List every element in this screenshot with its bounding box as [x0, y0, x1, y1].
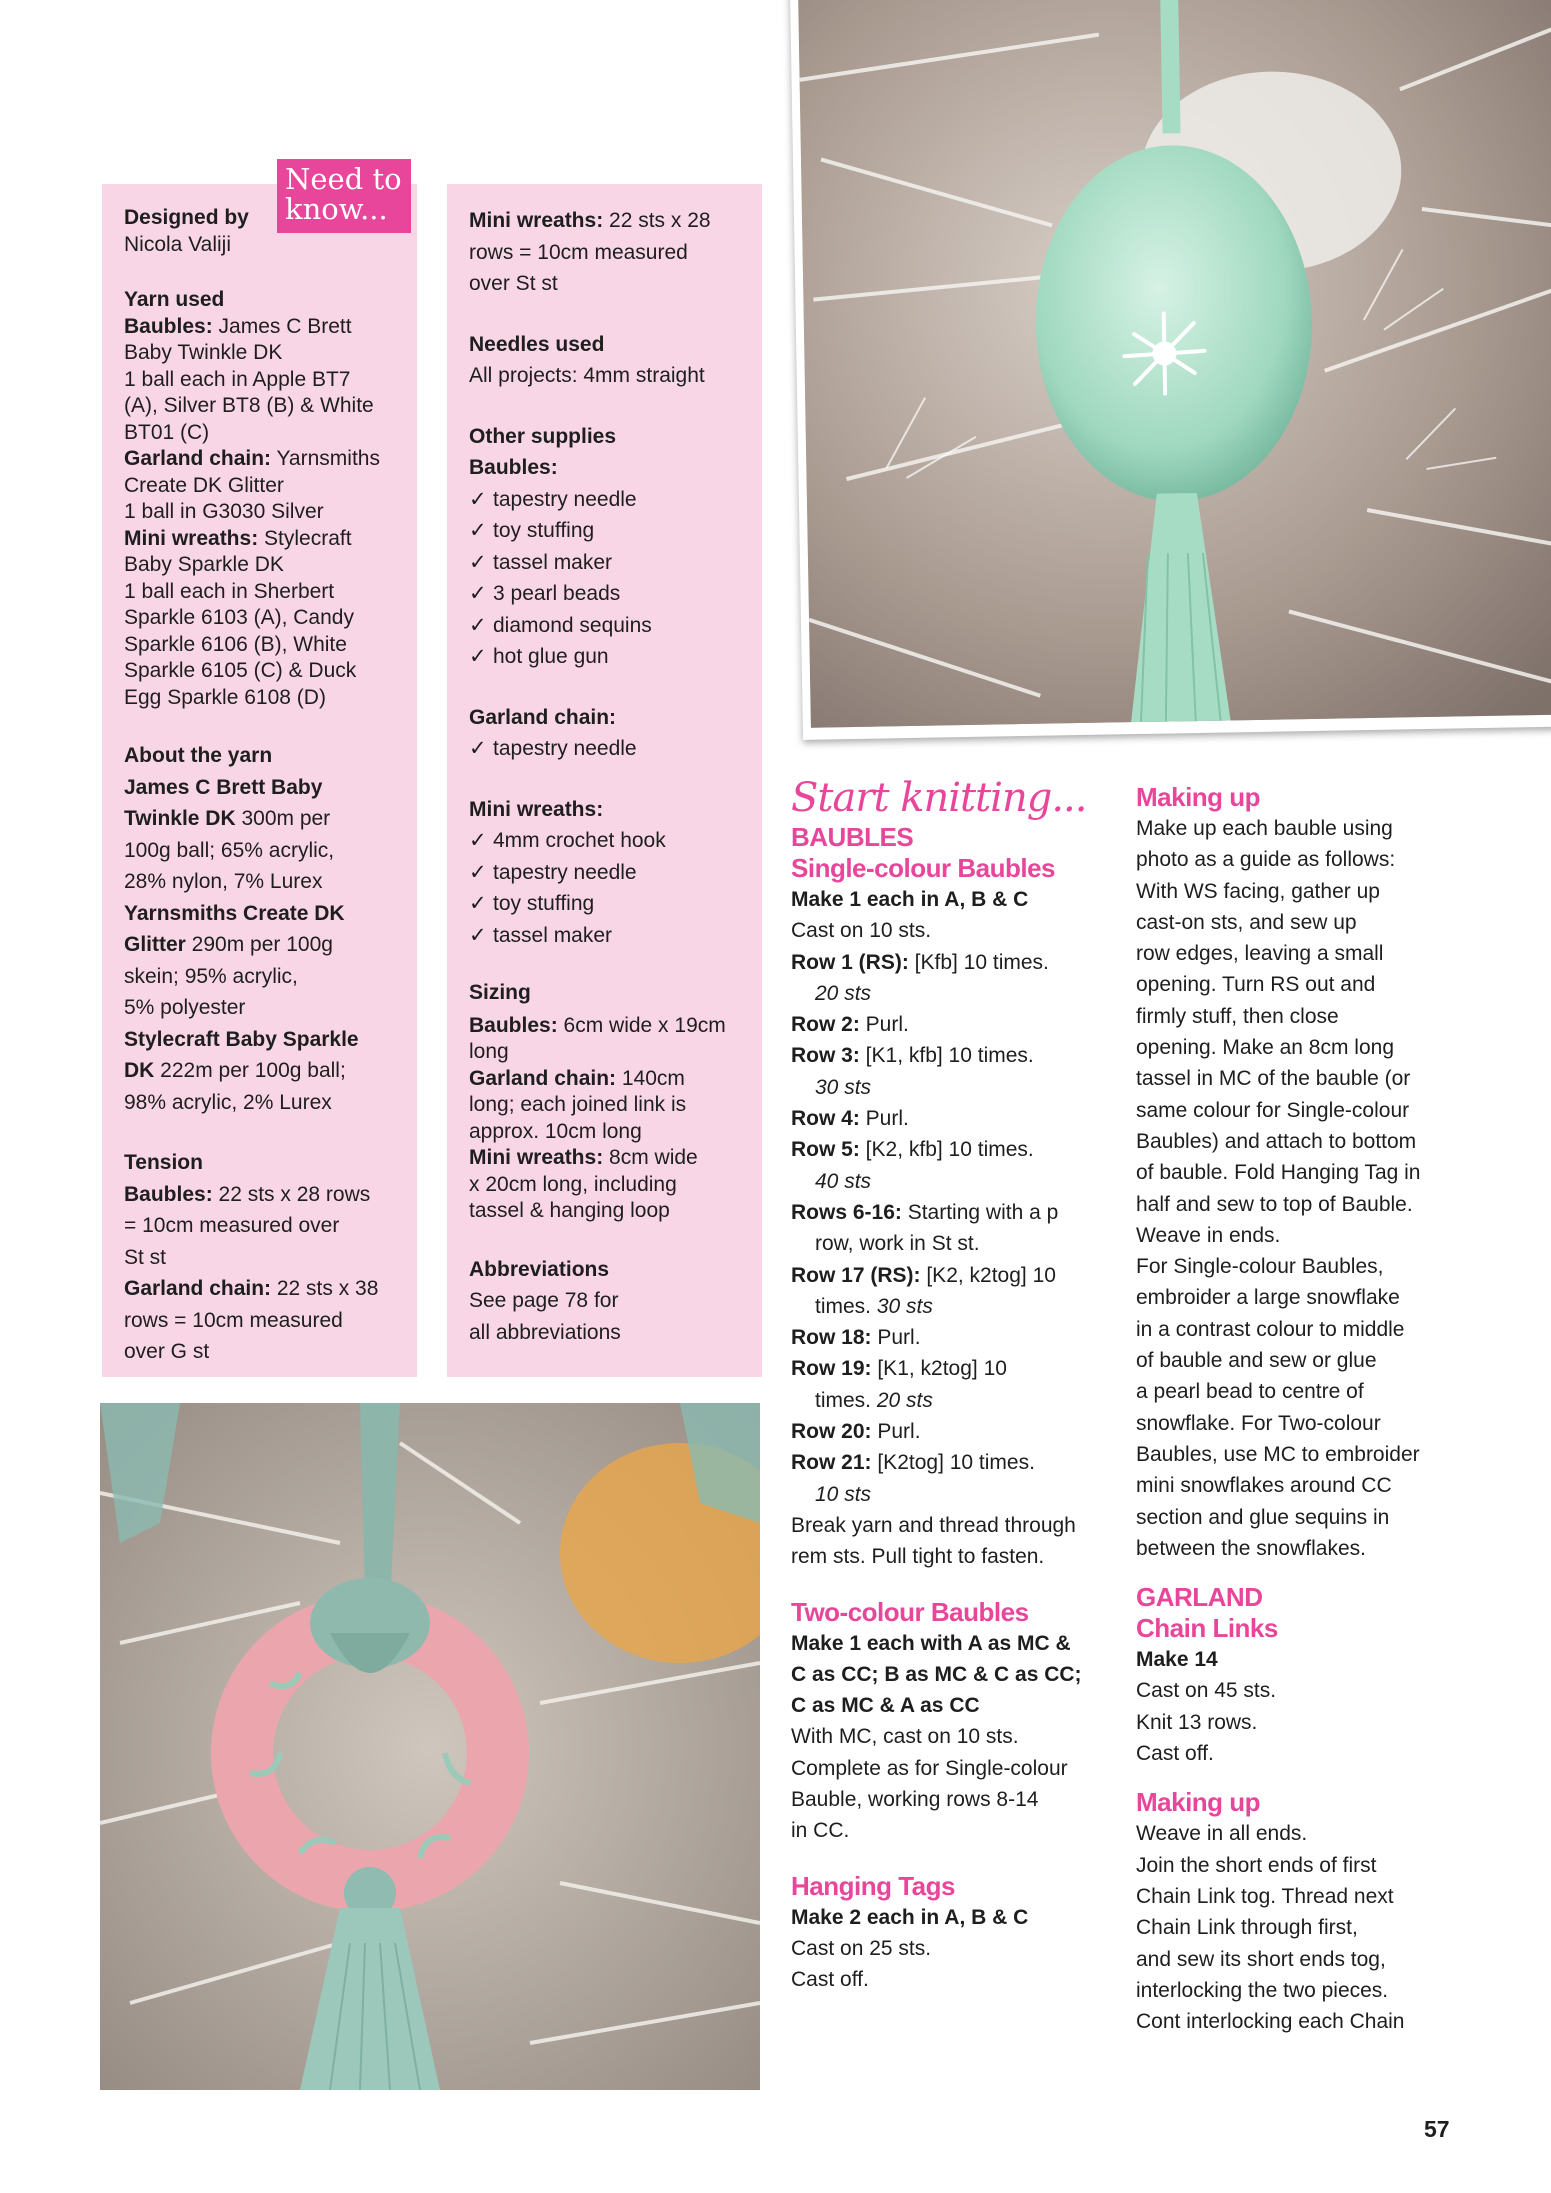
make-instruction: C as MC & A as CC	[791, 1694, 980, 1718]
supply-item: ✓ 3 pearl beads	[469, 578, 742, 610]
bauble-photo-art	[798, 0, 1551, 728]
supplies-section	[469, 421, 742, 673]
make-instruction: Make 1 each in A, B & C	[791, 888, 1029, 911]
make-instruction: Make 2 each in A, B & C	[791, 1905, 1029, 1929]
pattern-line: Complete as for Single-colour	[791, 1756, 1068, 1780]
text-line: a pearl bead to centre of	[1136, 1380, 1364, 1404]
tension-wreaths-label: Mini wreaths:	[469, 209, 604, 232]
check-icon: ✓	[469, 645, 487, 668]
text-line: same colour for Single-colour	[1136, 1098, 1410, 1122]
supplies-garland-label: Garland chain:	[469, 705, 617, 729]
supply-item: ✓ tassel maker	[469, 547, 742, 579]
two-colour-heading: Two-colour Baubles	[791, 1596, 1029, 1627]
abbreviations-heading: Abbreviations	[469, 1257, 610, 1281]
stitch-count: 30 sts	[871, 1294, 933, 1318]
row-label: Row 21:	[791, 1451, 872, 1475]
row-text: [K2tog] 10 times.	[871, 1451, 1035, 1475]
stitch-count: 10 sts	[815, 1482, 872, 1506]
supplies-heading: Other supplies	[469, 424, 617, 448]
baubles-yarn: James C Brett	[212, 314, 352, 338]
yarn-name: Glitter	[124, 933, 186, 956]
making-up-heading: Making up	[1136, 782, 1261, 812]
row-text: Purl.	[871, 1420, 921, 1444]
pattern-line: Knit 13 rows.	[1136, 1710, 1258, 1734]
text-line: Chain Link through first,	[1136, 1916, 1358, 1940]
abbreviations-line: all abbreviations	[469, 1320, 621, 1344]
check-icon: ✓	[469, 582, 487, 605]
designed-by-label: Designed by	[124, 206, 249, 229]
yarn-detail: 100g ball; 65% acrylic,	[124, 838, 335, 862]
baubles-yarn-line: Baby Twinkle DK	[124, 341, 283, 364]
needles-heading: Needles used	[469, 332, 605, 356]
text-line: snowflake. For Two-colour	[1136, 1411, 1381, 1435]
tension-baubles: 22 sts x 28 rows	[212, 1182, 371, 1206]
sizing-baubles: 6cm wide x 19cm	[557, 1013, 726, 1037]
row-text: times.	[815, 1294, 872, 1318]
chain-links-heading: Chain Links	[1136, 1613, 1278, 1644]
sizing-line: x 20cm long, including	[469, 1172, 677, 1196]
tension-line: over St st	[469, 272, 558, 295]
wreaths-yarn-line: Egg Sparkle 6108 (D)	[124, 685, 326, 709]
wreaths-yarn-line: Sparkle 6106 (B), White	[124, 632, 347, 656]
pattern-line: Cast off.	[1136, 1742, 1214, 1766]
text-line: between the snowflakes.	[1136, 1536, 1366, 1560]
text-line: row edges, leaving a small	[1136, 942, 1384, 966]
check-icon: ✓	[469, 737, 487, 760]
text-line: half and sew to top of Bauble.	[1136, 1192, 1413, 1216]
row-text: [K1, k2tog] 10	[871, 1357, 1007, 1381]
text-line: and sew its short ends tog,	[1136, 1947, 1386, 1971]
sizing-heading: Sizing	[469, 981, 531, 1004]
pattern-column-2	[1136, 782, 1466, 2037]
supplies-wreaths-label: Mini wreaths:	[469, 797, 604, 821]
text-line: Chain Link tog. Thread next	[1136, 1884, 1394, 1908]
hanging-tags-heading: Hanging Tags	[791, 1870, 955, 1901]
row-label: Row 20:	[791, 1420, 872, 1444]
baubles-yarn-line: 1 ball each in Apple BT7	[124, 367, 351, 391]
supplies-garland-section	[469, 702, 742, 765]
yarn-used-heading: Yarn used	[124, 288, 225, 311]
badge-line: know...	[285, 192, 388, 226]
stitch-count: 40 sts	[815, 1169, 872, 1193]
row-label: Row 4:	[791, 1107, 860, 1131]
pattern-line: Cast on 45 sts.	[1136, 1679, 1277, 1703]
garland-label: Garland chain:	[124, 447, 272, 470]
supply-item: ✓ tapestry needle	[469, 857, 742, 889]
text-line: firmly stuff, then close	[1136, 1004, 1339, 1028]
check-icon: ✓	[469, 550, 487, 574]
check-icon: ✓	[469, 829, 487, 852]
designer-name: Nicola Valiji	[124, 232, 231, 256]
text-line: cast-on sts, and sew up	[1136, 910, 1357, 934]
garland-yarn-line: 1 ball in G3030 Silver	[124, 500, 324, 523]
row-label: Row 17 (RS):	[791, 1263, 921, 1287]
baubles-label: Baubles:	[124, 314, 213, 338]
row-text: Starting with a p	[901, 1200, 1059, 1224]
yarn-name: Yarnsmiths Create DK	[124, 901, 345, 925]
yarn-name: James C Brett Baby	[124, 775, 323, 799]
row-text: row, work in St st.	[815, 1232, 980, 1256]
start-knitting-heading: Start knitting...	[791, 775, 1087, 821]
row-text: Purl.	[871, 1326, 921, 1350]
text-line: Weave in ends.	[1136, 1223, 1281, 1247]
wreaths-yarn-line: 1 ball each in Sherbert	[124, 579, 335, 603]
yarn-detail: 28% nylon, 7% Lurex	[124, 870, 323, 893]
sizing-line: tassel & hanging loop	[469, 1199, 670, 1222]
check-icon: ✓	[469, 923, 487, 947]
yarn-detail: 300m per	[235, 807, 331, 830]
garland-yarn: Yarnsmiths	[271, 447, 380, 470]
stitch-count: 20 sts	[871, 1388, 933, 1412]
row-label: Row 2:	[791, 1013, 860, 1037]
row-label: Row 18:	[791, 1326, 872, 1350]
sizing-garland-label: Garland chain:	[469, 1066, 617, 1090]
text-line: opening. Make an 8cm long	[1136, 1036, 1394, 1060]
row-text: Purl.	[859, 1013, 909, 1037]
tension-heading: Tension	[124, 1151, 203, 1174]
row-text: Purl.	[859, 1107, 909, 1131]
check-icon: ✓	[469, 487, 487, 511]
stitch-count: 20 sts	[815, 981, 872, 1005]
yarn-name: DK	[124, 1059, 155, 1082]
row-text: times.	[815, 1388, 872, 1412]
pattern-line: Bauble, working rows 8-14	[791, 1788, 1039, 1812]
text-line: section and glue sequins in	[1136, 1505, 1390, 1529]
make-instruction: Make 14	[1136, 1648, 1218, 1672]
tension-wreaths-section	[469, 205, 742, 300]
text-line: in a contrast colour to middle	[1136, 1317, 1405, 1341]
supplies-wreaths-section	[469, 794, 742, 952]
yarn-detail: 222m per 100g ball;	[154, 1059, 346, 1082]
wreath-photo	[100, 1403, 760, 2090]
garland-yarn-line: Create DK Glitter	[124, 473, 284, 497]
pattern-line: With MC, cast on 10 sts.	[791, 1725, 1019, 1749]
check-icon: ✓	[469, 613, 487, 637]
pattern-line: Cast on 25 sts.	[791, 1936, 932, 1960]
text-line: Weave in all ends.	[1136, 1822, 1308, 1846]
yarn-used-section	[124, 287, 395, 711]
needles-section	[469, 329, 742, 392]
yarn-detail: skein; 95% acrylic,	[124, 964, 298, 988]
sizing-line: approx. 10cm long	[469, 1119, 642, 1143]
sizing-wreaths: 8cm wide	[603, 1146, 698, 1169]
supply-item: ✓ tapestry needle	[469, 484, 742, 516]
text-line: photo as a guide as follows:	[1136, 848, 1396, 872]
making-up-heading-2: Making up	[1136, 1787, 1261, 1818]
yarn-detail: 5% polyester	[124, 996, 246, 1019]
yarn-name: Twinkle DK	[124, 807, 236, 830]
sizing-section	[469, 980, 742, 1225]
wreaths-yarn-line: Sparkle 6105 (C) & Duck	[124, 659, 357, 682]
sizing-baubles-label: Baubles:	[469, 1013, 558, 1037]
tension-line: St st	[124, 1245, 167, 1269]
text-line: Join the short ends of first	[1136, 1853, 1377, 1877]
supply-item: ✓ toy stuffing	[469, 888, 742, 920]
row-label: Rows 6-16:	[791, 1200, 902, 1224]
tension-baubles-label: Baubles:	[124, 1182, 213, 1206]
supply-item: ✓ tapestry needle	[469, 733, 742, 765]
need-to-know-badge	[277, 159, 411, 233]
wreaths-yarn-line: Sparkle 6103 (A), Candy	[124, 606, 354, 629]
text-line: Baubles, use MC to embroider	[1136, 1442, 1420, 1466]
text-line: interlocking the two pieces.	[1136, 1978, 1389, 2002]
page-number: 57	[1424, 2116, 1450, 2142]
tension-wreaths: 22 sts x 28	[603, 209, 711, 232]
baubles-yarn-line: BT01 (C)	[124, 420, 210, 444]
text-line: tassel in MC of the bauble (or	[1136, 1067, 1411, 1091]
text-line: mini snowflakes around CC	[1136, 1474, 1392, 1498]
abbreviations-section	[469, 1254, 742, 1349]
garland-heading: GARLAND	[1136, 1582, 1263, 1613]
wreath-photo-art	[100, 1403, 760, 2090]
text-line: With WS facing, gather up	[1136, 879, 1380, 903]
wreaths-label: Mini wreaths:	[124, 526, 259, 550]
pattern-line: in CC.	[791, 1819, 850, 1843]
sizing-line: long; each joined link is	[469, 1093, 687, 1116]
row-label: Row 1 (RS):	[791, 950, 909, 974]
row-text: [Kfb] 10 times.	[908, 950, 1049, 974]
row-text: [K1, kfb] 10 times.	[859, 1044, 1034, 1068]
text-line: of bauble and sew or glue	[1136, 1349, 1377, 1373]
stitch-count: 30 sts	[815, 1075, 872, 1099]
tension-line: = 10cm measured over	[124, 1214, 340, 1237]
pattern-line: Cast off.	[791, 1968, 869, 1992]
yarn-name: Stylecraft Baby Sparkle	[124, 1027, 359, 1051]
abbreviations-line: See page 78 for	[469, 1289, 619, 1312]
row-text: [K2, kfb] 10 times.	[859, 1138, 1034, 1162]
about-yarn-heading: About the yarn	[124, 744, 273, 767]
text-line: opening. Turn RS out and	[1136, 973, 1376, 997]
sizing-wreaths-label: Mini wreaths:	[469, 1146, 604, 1169]
check-icon: ✓	[469, 892, 487, 915]
check-icon: ✓	[469, 519, 487, 542]
supply-item: ✓ hot glue gun	[469, 641, 742, 673]
supply-item: ✓ diamond sequins	[469, 610, 742, 642]
badge-line: Need to	[285, 162, 402, 196]
supply-item: ✓ toy stuffing	[469, 515, 742, 547]
yarn-detail: 290m per 100g	[185, 933, 333, 956]
wreaths-yarn: Stylecraft	[258, 526, 352, 550]
text-line: embroider a large snowflake	[1136, 1286, 1400, 1310]
supply-item: ✓ tassel maker	[469, 920, 742, 952]
text-line: Cont interlocking each Chain	[1136, 2010, 1405, 2034]
pattern-line: Cast on 10 sts.	[791, 919, 932, 943]
supply-item: ✓ 4mm crochet hook	[469, 825, 742, 857]
need-to-know-panel-right	[447, 184, 762, 1377]
tension-line: over G st	[124, 1340, 210, 1363]
making-up-text	[1136, 813, 1466, 1564]
baubles-heading: BAUBLES	[791, 822, 914, 852]
baubles-yarn-line: (A), Silver BT8 (B) & White	[124, 394, 374, 417]
tension-section	[124, 1147, 395, 1368]
tension-line: rows = 10cm measured	[124, 1308, 343, 1332]
supplies-baubles-label: Baubles:	[469, 456, 558, 479]
row-label: Row 5:	[791, 1138, 860, 1162]
row-label: Row 19:	[791, 1357, 872, 1381]
sizing-line: long	[469, 1040, 509, 1063]
sizing-garland: 140cm	[616, 1066, 685, 1090]
pattern-column-1	[791, 774, 1111, 1996]
check-icon: ✓	[469, 860, 487, 884]
need-to-know-panel-left	[102, 184, 417, 1377]
tension-garland-label: Garland chain:	[124, 1277, 272, 1300]
pattern-line: rem sts. Pull tight to fasten.	[791, 1545, 1045, 1569]
text-line: For Single-colour Baubles,	[1136, 1255, 1384, 1279]
tension-line: rows = 10cm measured	[469, 240, 688, 264]
text-line: Baubles) and attach to bottom	[1136, 1129, 1417, 1153]
text-line: of bauble. Fold Hanging Tag in	[1136, 1161, 1421, 1185]
about-yarn-section	[124, 740, 395, 1118]
pattern-line: Break yarn and thread through	[791, 1513, 1076, 1537]
text-line: Make up each bauble using	[1136, 817, 1393, 840]
tension-garland: 22 sts x 38	[271, 1277, 379, 1300]
wreaths-yarn-line: Baby Sparkle DK	[124, 553, 284, 576]
bauble-photo	[790, 0, 1551, 740]
row-label: Row 3:	[791, 1044, 860, 1068]
yarn-detail: 98% acrylic, 2% Lurex	[124, 1090, 332, 1114]
row-text: [K2, k2tog] 10	[920, 1263, 1056, 1287]
needles-text: All projects: 4mm straight	[469, 364, 705, 387]
make-instruction: Make 1 each with A as MC &	[791, 1631, 1071, 1655]
single-colour-heading: Single-colour Baubles	[791, 853, 1055, 883]
make-instruction: C as CC; B as MC & C as CC;	[791, 1662, 1082, 1686]
